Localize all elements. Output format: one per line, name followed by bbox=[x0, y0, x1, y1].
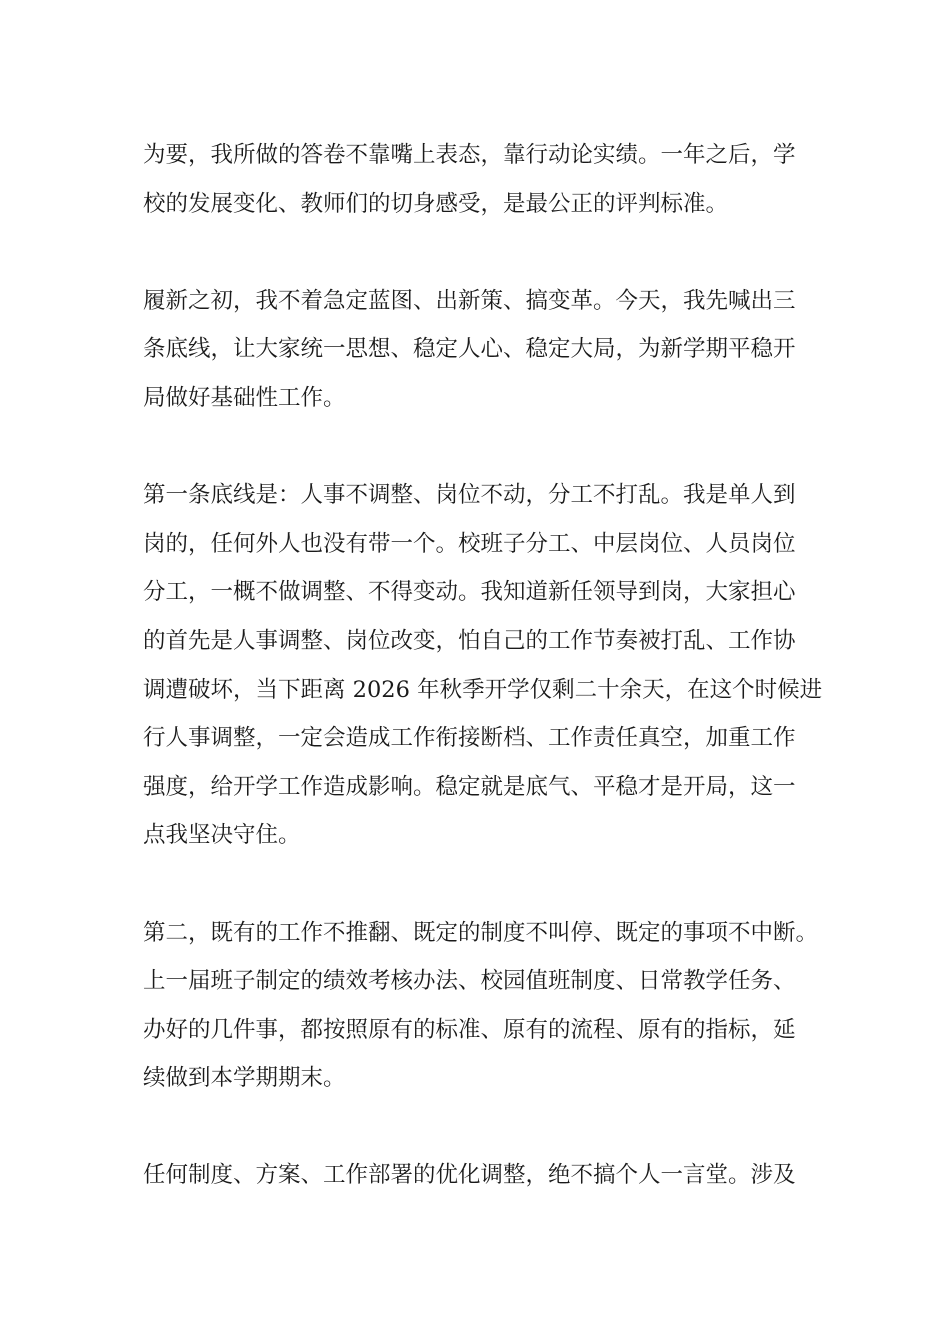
text-line: 的首先是人事调整、岗位改变，怕自己的工作节奏被打乱、工作协 bbox=[143, 627, 796, 654]
text-line: 点我坚决守住。 bbox=[143, 822, 301, 849]
text-line: 履新之初，我不着急定蓝图、出新策、搞变革。今天，我先喊出三 bbox=[143, 287, 796, 314]
text-line: 条底线，让大家统一思想、稳定人心、稳定大局，为新学期平稳开 bbox=[143, 336, 796, 363]
text-line: 岗的，任何外人也没有带一个。校班子分工、中层岗位、人员岗位 bbox=[143, 530, 796, 557]
paragraph-1 bbox=[143, 131, 833, 228]
text-line: 续做到本学期期末。 bbox=[143, 1065, 346, 1092]
text-line: 办好的几件事，都按照原有的标准、原有的流程、原有的指标，延 bbox=[143, 1016, 796, 1043]
text-line: 上一届班子制定的绩效考核办法、校园值班制度、日常教学任务、 bbox=[143, 968, 796, 995]
paragraph-5 bbox=[143, 1151, 833, 1200]
text-line: 为要，我所做的答卷不靠嘴上表态，靠行动论实绩。一年之后，学 bbox=[143, 142, 796, 168]
text-line: 局做好基础性工作。 bbox=[143, 384, 346, 411]
text-line: 分工，一概不做调整、不得变动。我知道新任领导到岗，大家担心 bbox=[143, 579, 796, 606]
text-line: 任何制度、方案、工作部署的优化调整，绝不搞个人一言堂。涉及 bbox=[143, 1162, 796, 1189]
text-line: 校的发展变化、教师们的切身感受，是最公正的评判标准。 bbox=[143, 190, 729, 217]
text-line: 第一条底线是：人事不调整、岗位不动，分工不打乱。我是单人到 bbox=[143, 482, 796, 509]
paragraph-2 bbox=[143, 277, 833, 423]
paragraph-3 bbox=[143, 471, 833, 860]
text-line: 行人事调整，一定会造成工作衔接断档、工作责任真空，加重工作 bbox=[143, 725, 796, 752]
text-line: 第二，既有的工作不推翻、既定的制度不叫停、既定的事项不中断。 bbox=[143, 919, 819, 946]
text-line: 调遭破坏，当下距离 2026 年秋季开学仅剩二十余天，在这个时候进 bbox=[143, 676, 823, 703]
text-line: 强度，给开学工作造成影响。稳定就是底气、平稳才是开局，这一 bbox=[143, 773, 796, 800]
paragraph-4 bbox=[143, 909, 833, 1103]
document-body bbox=[143, 131, 833, 1249]
